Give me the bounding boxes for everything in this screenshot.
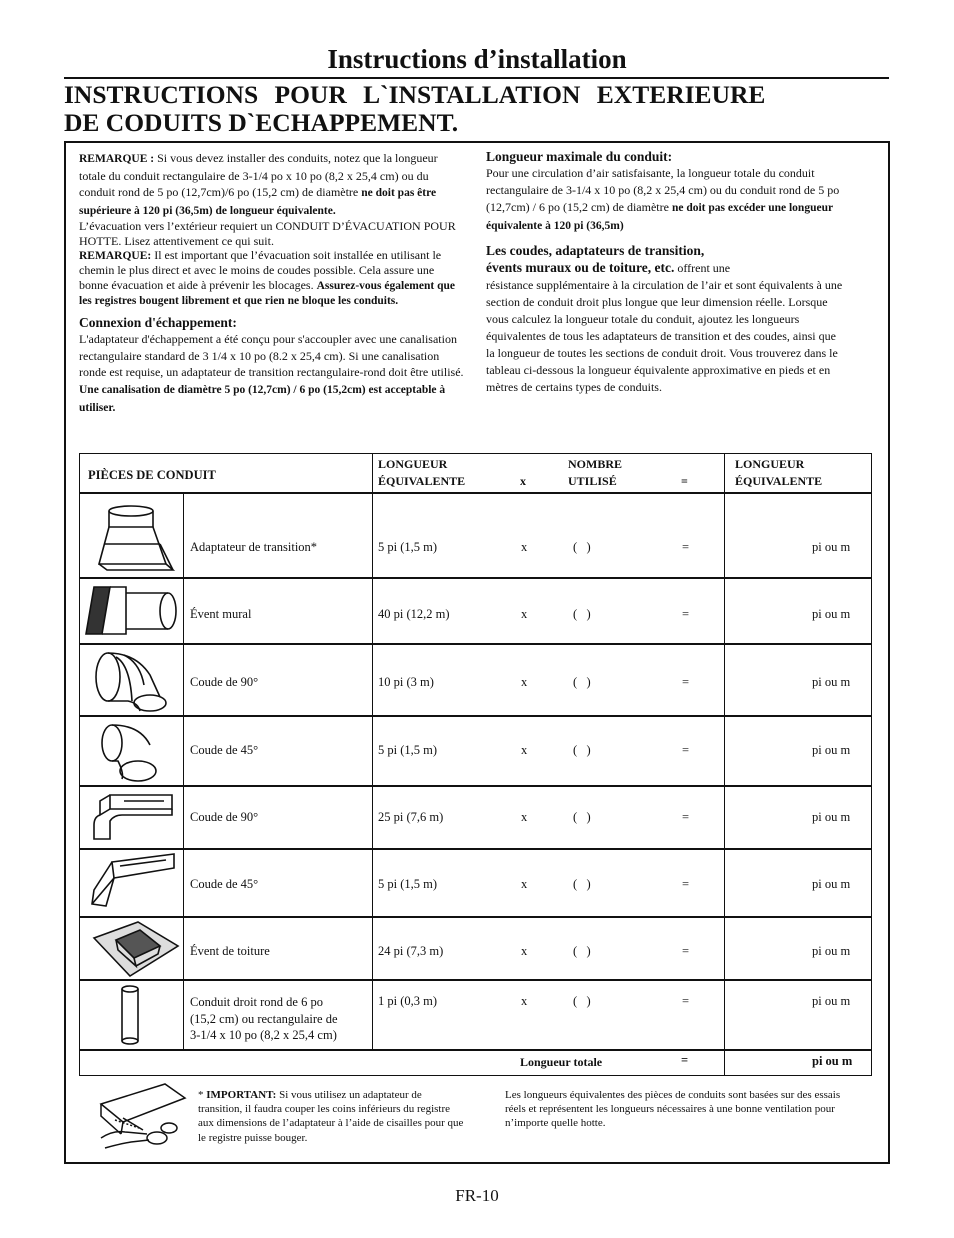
page-title: Instructions d’installation xyxy=(327,44,627,74)
row-4-eq: = xyxy=(682,743,690,757)
row-2-length: 40 pi (12,2 m) xyxy=(378,607,450,621)
row-8-x: x xyxy=(521,994,528,1008)
row-4-count: ( ) xyxy=(573,743,591,757)
row-rule xyxy=(80,715,871,717)
row-5-length: 25 pi (7,6 m) xyxy=(378,810,444,824)
row-rule xyxy=(80,577,871,579)
remark-1-text: Si vous devez installer des conduits, notez que la longueur totale du conduit rectangulaire de 3-1/4 po x 10 po (8,2 x 25,4 cm) ou du conduit rond de 5 po (12,7cm)/6 po (15,2 cm) de diamètre xyxy=(79,151,438,199)
row-rule xyxy=(80,785,871,787)
remark-2-bold: Assurez-vous également que les registres bougent librement et que rien ne bloque les conduits. xyxy=(79,279,455,307)
header-length-line1: LONGUEUR xyxy=(378,457,448,471)
rect-elbow-90-icon xyxy=(80,787,183,848)
header-times: x xyxy=(520,474,526,488)
row-7-count: ( ) xyxy=(573,944,591,958)
row-4-x: x xyxy=(521,743,528,757)
row-8-name xyxy=(190,994,338,1044)
title-rule xyxy=(64,77,889,79)
row-3-x: x xyxy=(521,675,528,689)
total-unit: pi ou m xyxy=(812,1054,853,1068)
row-3-length: 10 pi (3 m) xyxy=(378,675,434,689)
row-2-count: ( ) xyxy=(573,607,591,621)
row-5-eq: = xyxy=(682,810,690,824)
row-7-eq: = xyxy=(682,944,690,958)
row-8-unit: pi ou m xyxy=(812,994,851,1008)
header-result-line1: LONGUEUR xyxy=(735,457,805,471)
header-result xyxy=(735,456,822,490)
elbows-text: résistance supplémentaire à la circulation de l’air et sont équivalents à une section de conduit droit plus longue que leur dimension réelle. Lorsque vous calculez la longueur totale du conduit, ajoutez les longueurs équivalentes de tous les adaptateurs de transition et des coudes, ainsi que la longueur de toutes les sections de conduit droit. Vous trouverez dans le tableau ci-dessous la longueur équivalente approximative en pieds et en mètres de certains types de conduits. xyxy=(486,278,843,394)
remark-1-continued: L’évacuation vers l’extérieur requiert un CONDUIT D’ÉVACUATION POUR HOTTE. Lisez attentivement ce qui suit. xyxy=(79,219,456,248)
basis-note: Les longueurs équivalentes des pièces de conduits sont basées sur des essais réels et représentent les longueurs nécessaires à une bonne ventilation pour n’importe quelle hotte. xyxy=(505,1089,841,1130)
row-5-count: ( ) xyxy=(573,810,591,824)
connexion-body: L'adaptateur d'échappement a été conçu pour s'accoupler avec une canalisation rectangulaire standard de 3 1/4 x 10 po (8.2 x 25,4 cm). Si une canalisation ronde est requise, un adaptateur de transition rectangulaire-rond doit être utilisé. xyxy=(79,332,464,380)
max-length-bold: ne doit pas excéder une longueur équivalente à 120 pi (36,5m) xyxy=(486,202,833,232)
remark-2-label: REMARQUE: xyxy=(79,250,152,262)
total-rule xyxy=(80,1049,871,1051)
row-1-length: 5 pi (1,5 m) xyxy=(378,540,438,554)
section-heading-line1: INSTRUCTIONS POUR L`INSTALLATION EXTERIEURE xyxy=(64,80,766,109)
connexion-bold: Une canalisation de diamètre 5 po (12,7cm) / 6 po (15,2cm) est acceptable à utiliser. xyxy=(79,383,446,414)
max-length-body: Pour une circulation d’air satisfaisante, la longueur totale du conduit rectangulaire de 3-1/4 x 10 po (8,2 x 25,4 cm) ou du conduit rond de 5 po (12,7cm) / 6 po (15,2 cm) de diamètre xyxy=(486,166,840,214)
row-7-unit: pi ou m xyxy=(812,944,851,958)
remark-2 xyxy=(79,248,464,308)
row-rule xyxy=(80,643,871,645)
header-pieces: PIÈCES DE CONDUIT xyxy=(88,468,216,482)
row-rule xyxy=(80,916,871,918)
row-6-x: x xyxy=(521,877,528,891)
max-length-text xyxy=(486,165,871,235)
row-6-length: 5 pi (1,5 m) xyxy=(378,877,438,891)
important-text: Si vous utilisez un adaptateur de transition, il faudra couper les coins inférieurs du registre aux dimensions de l’adaptateur à l’aide de cisailles pour que le registre puisse bouger. xyxy=(198,1089,464,1144)
left-column xyxy=(79,150,464,416)
roof-vent-icon xyxy=(80,918,183,979)
row-rule xyxy=(80,979,871,981)
important-label: IMPORTANT: xyxy=(206,1089,277,1101)
row-1-x: x xyxy=(521,540,528,554)
header-length xyxy=(378,456,465,490)
header-length-line2: ÉQUIVALENTE xyxy=(378,474,466,488)
row-1-name: Adaptateur de transition* xyxy=(190,540,318,554)
round-elbow-90-icon xyxy=(80,645,183,715)
transition-adapter-icon xyxy=(80,494,183,577)
straight-duct-icon xyxy=(80,981,183,1049)
row-8-length: 1 pi (0,3 m) xyxy=(378,994,438,1008)
row-8-eq: = xyxy=(682,994,690,1008)
row-2-name: Évent mural xyxy=(190,607,252,621)
row-2-x: x xyxy=(521,607,528,621)
remark-1-label: REMARQUE : xyxy=(79,153,155,165)
section-heading-line2: DE CODUITS D`ECHAPPEMENT. xyxy=(64,108,459,137)
column-rule xyxy=(724,454,725,1075)
rect-elbow-45-icon xyxy=(80,850,183,916)
row-8-count: ( ) xyxy=(573,994,591,1008)
row-1-unit: pi ou m xyxy=(812,540,851,554)
header-equals: = xyxy=(681,474,688,488)
wall-vent-icon xyxy=(80,579,183,643)
round-elbow-45-icon xyxy=(80,717,183,785)
total-eq: = xyxy=(681,1053,689,1067)
connexion-text xyxy=(79,331,464,416)
shears-icon xyxy=(95,1078,190,1156)
row-5-unit: pi ou m xyxy=(812,810,851,824)
row-1-count: ( ) xyxy=(573,540,591,554)
header-count-line1: NOMBRE xyxy=(568,457,622,471)
row-2-eq: = xyxy=(682,607,690,621)
row-3-unit: pi ou m xyxy=(812,675,851,689)
right-column xyxy=(486,148,871,396)
elbows-inline: offrent une xyxy=(674,261,731,275)
row-3-count: ( ) xyxy=(573,675,591,689)
column-rule xyxy=(372,454,373,1049)
row-8-name-line3: 3-1/4 x 10 po (8,2 x 25,4 cm) xyxy=(190,1028,337,1043)
important-star: * xyxy=(198,1089,207,1101)
elbows-heading-line1: Les coudes, adaptateurs de transition, xyxy=(486,243,705,258)
row-7-length: 24 pi (7,3 m) xyxy=(378,944,444,958)
max-length-heading: Longueur maximale du conduit: xyxy=(486,149,673,164)
header-result-line2: ÉQUIVALENTE xyxy=(735,474,823,488)
row-6-name: Coude de 45° xyxy=(190,877,259,891)
total-label: Longueur totale xyxy=(520,1055,603,1069)
row-6-count: ( ) xyxy=(573,877,591,891)
remark-1-bold: ne doit pas être supérieure à 120 pi (36,5m) de longueur équivalente. xyxy=(79,187,437,217)
row-7-x: x xyxy=(521,944,528,958)
row-6-eq: = xyxy=(682,877,690,891)
row-5-x: x xyxy=(521,810,528,824)
duct-length-table xyxy=(79,453,872,1076)
row-4-length: 5 pi (1,5 m) xyxy=(378,743,438,757)
row-3-name: Coude de 90° xyxy=(190,675,259,689)
row-7-name: Évent de toiture xyxy=(190,944,270,958)
row-3-eq: = xyxy=(682,675,690,689)
important-note xyxy=(198,1088,466,1145)
row-4-name: Coude de 45° xyxy=(190,743,259,757)
remark-1 xyxy=(79,150,464,219)
row-4-unit: pi ou m xyxy=(812,743,851,757)
header-count xyxy=(568,456,622,490)
elbows-heading-line2 xyxy=(486,259,871,277)
row-1-eq: = xyxy=(682,540,690,554)
connexion-heading: Connexion d'échappement: xyxy=(79,315,237,331)
elbows-heading-bold: évents muraux ou de toiture, etc. xyxy=(486,260,675,275)
row-8-name-line2: (15,2 cm) ou rectangulaire de xyxy=(190,1011,338,1026)
column-rule xyxy=(183,492,184,1049)
section-heading xyxy=(64,81,864,137)
row-8-name-line1: Conduit droit rond de 6 po xyxy=(190,995,323,1009)
header-rule xyxy=(80,492,871,494)
remark-2-text: Il est important que l’évacuation soit installée en utilisant le chemin le plus direct et avec le moins de coudes possible. Cela assure une bonne évacuation et aide à prévenir les blocages. xyxy=(79,248,442,292)
row-rule xyxy=(80,848,871,850)
row-2-unit: pi ou m xyxy=(812,607,851,621)
row-5-name: Coude de 90° xyxy=(190,810,259,824)
header-count-line2: UTILISÉ xyxy=(568,474,617,488)
row-6-unit: pi ou m xyxy=(812,877,851,891)
page-number: FR-10 xyxy=(455,1186,499,1205)
